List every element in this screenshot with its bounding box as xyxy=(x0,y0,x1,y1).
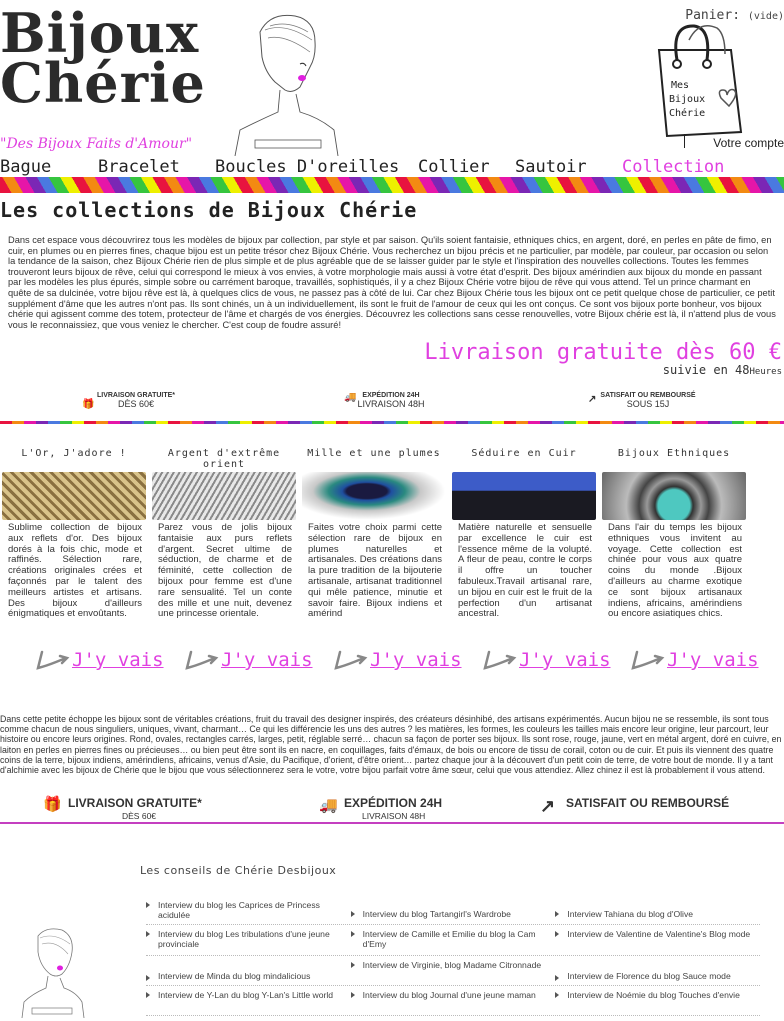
interview-link[interactable]: Interview du blog Journal d'une jeune maman xyxy=(351,986,556,1015)
woman-illustration-icon xyxy=(230,12,340,156)
arrow-icon: ↗ xyxy=(540,796,556,816)
interview-row xyxy=(146,925,760,956)
interview-link[interactable]: Interview de Camille et Emilie du blog la Cam d'Emy xyxy=(351,925,556,955)
interview-link[interactable]: Interview de Y-Lan du blog Y-Lan's Little world xyxy=(146,986,351,1015)
promo-subline: suivie en 48Heures xyxy=(662,363,782,377)
triangle-bullet-icon xyxy=(555,975,559,981)
interview-link[interactable]: Interview du blog Les tribulations d'une jeune provinciale xyxy=(146,925,351,955)
collection-title[interactable]: L'Or, J'adore ! xyxy=(21,448,127,459)
interview-row xyxy=(146,986,760,1016)
collection-image[interactable] xyxy=(152,472,296,520)
badge-express-large: 🚚 EXPÉDITION 24H LIVRAISON 48H xyxy=(319,796,443,821)
conseils-title: Les conseils de Chérie Desbijoux xyxy=(140,864,337,877)
triangle-bullet-icon xyxy=(351,931,355,937)
truck-icon: 🚚 xyxy=(319,797,338,814)
nav-item-collection[interactable]: Collection xyxy=(622,157,725,177)
shopping-bag-icon[interactable] xyxy=(649,20,749,138)
triangle-bullet-icon xyxy=(146,931,150,937)
promo-headline: Livraison gratuite dès 60 € xyxy=(424,340,782,365)
interviews-list xyxy=(146,896,760,1016)
badge-satisfied-large: ↗ SATISFAIT OU REMBOURSÉ xyxy=(540,796,730,816)
interview-link[interactable]: Interview de Noémie du blog Touches d'envie xyxy=(555,986,760,1015)
intro-text: Dans cet espace vous découvrirez tous les modèles de bijoux par collection, par style et par saison. Qu'ils soient fantaisie, ethniques chics, en argent, doré, en perles en pâte de fimo, en cuir, en plumes ou en pierres fines, chaque bijou est un petite trésor chez Bijoux Chérie. Vous recherchez un bijou précis et ne particulier, par modèle, par couleur, par occasion ou selon la tendance de la saison, chez Bijoux Chérie rien de plus simple et de plus agréable que de se laisser guider par le style et l'inspiration des nouvelles collections. Toutes les femmes trouveront leurs bijoux de rêve, celui qui correspond le mieux à vos envies, à votre morphologie mais aussi à votre état d'esprit. Des bijoux amérindien aux bijoux du monde en passant par les modèles les plus épurés, simple sobre ou carrément baroque, travaillés, sophistiqués, il y a chez Bijoux Chérie votre bijou de rêve qui vous attend. Tel un prince charmant en quête de sa dulcinée, votre bijou rêve est là, à quelques clics de vous, ne passez pas à côté de lui. Car chez Bijoux Chérie tous les bijoux ont ce petit quelque chose de particulier, ce petit supplément d'âme que les autres n'ont pas. Ils sont chinés, un à un individuellement, ils sont le fruit de l'amour de ceux qui les ont conçus. Ce sont vos bijoux porte bonheur, vos bijoux chérie qui agissent comme des totem, protecteur de l'âme et chargés de vos énergies. Découvrez les collections sans cesse renouvelles, votre Bijoux chérie est là, il n'attend plus de vous vous le reconnaissiez, que vous veniez le chercher. C'est coup de foudre assuré! xyxy=(8,235,776,330)
go-link-ethniques[interactable]: J'y vais xyxy=(631,648,759,672)
tagline: "Des Bijoux Faits d'Amour" xyxy=(0,136,193,152)
collection-card xyxy=(150,448,298,620)
curved-arrow-icon xyxy=(631,648,667,672)
curved-arrow-icon xyxy=(36,648,72,672)
badge-free-shipping: LIVRAISON GRATUITE* DÈS 60€ 🎁 xyxy=(82,392,176,410)
nav-item-collier[interactable]: Collier xyxy=(418,157,490,177)
collection-links xyxy=(0,648,784,676)
interview-link[interactable]: Interview du blog les Caprices de Princess acidulée xyxy=(146,896,351,924)
bottom-description: Dans cette petite échoppe les bijoux sont de véritables créations, fruit du travail des designer inspirés, des créateurs désinhibé, des artisans expérimentés. Aucun bijou ne se ressemble, ils sont tous comme chacun de nous singuliers, uniques, vivant, charmant… Ce qui les différencie les uns des autres ? les matières, les formes, les couleurs les tailles mais encore leur origine, leur parcourt, leur histoire ou encore leurs origines. Rond, ovales, rectangles carrés, larges, petit, réglable serré… chacun sa façon de porter ses bijoux. Ils sont rose, rouge, jaune, vert en métal argent, doré en cuivre, en laiton en perles en pierres fines ou précieuses… ou bien peut être sont ils en nacre, en coquillages, faits d'émaux, de bois ou encore de tissu de corail, coton ou de cuir. Et puis ils viennent des quatre coins de la terre, bijoux indiens, amérindiens, africains, venus d'Asie, du Pacifique, d'orient, d'être orient… partez chaque jour à la découvert d'un petit coin de terre, de votre bout de monde. Il y a tant d'alchimie avec les bijoux de Chérie que le bijou que vous sélectionnerez sera le votre, votre bijou parfait votre âme sœur, celui que vous attendiez. Allez chinez il est là probablement il vous attend. xyxy=(0,714,782,776)
interview-link[interactable]: Interview de Minda du blog mindalicious xyxy=(146,956,351,985)
service-badges-small xyxy=(0,392,784,414)
triangle-bullet-icon xyxy=(351,992,355,998)
collection-image[interactable] xyxy=(2,472,146,520)
collection-title[interactable]: Séduire en Cuir xyxy=(471,448,577,459)
interview-row xyxy=(146,896,760,925)
collection-description: Faites votre choix parmi cette sélection rare de bijoux en plumes naturelles et artisanales. Des créations dans la pure tradition de la bijouterie artisanale, artisanat traditionnel qui mêle patience, minutie et savoir faire. Bijoux indiens et amérind xyxy=(308,522,442,620)
curved-arrow-icon xyxy=(483,648,519,672)
shipping-promo xyxy=(424,340,782,377)
collection-title[interactable]: Mille et une plumes xyxy=(307,448,441,459)
rainbow-divider xyxy=(0,177,784,193)
collection-description: Dans l'air du temps les bijoux ethniques vous invitent au voyage. Cette collection est chinée pour vous aux quatre coins du monde .Bijoux d'ailleurs au charme exotique ce sont bijoux artisanaux indiens, africains, amérindiens ou encore asiatiques chics. xyxy=(608,522,742,620)
logo-line-2: Chérie xyxy=(0,51,206,115)
collection-image[interactable] xyxy=(302,472,446,520)
site-logo[interactable] xyxy=(0,1,215,115)
interview-row xyxy=(146,956,760,986)
gift-icon: 🎁 xyxy=(43,796,62,813)
thin-rainbow-divider xyxy=(0,421,784,424)
svg-text:Bijoux: Bijoux xyxy=(669,94,706,105)
separator xyxy=(684,134,685,148)
account-link[interactable]: Votre compte xyxy=(713,136,784,150)
curved-arrow-icon xyxy=(334,648,370,672)
go-link-cuir[interactable]: J'y vais xyxy=(483,648,611,672)
collection-image[interactable] xyxy=(452,472,596,520)
site-header xyxy=(0,0,784,158)
triangle-bullet-icon xyxy=(146,992,150,998)
main-nav xyxy=(0,157,784,177)
collection-card xyxy=(300,448,448,620)
triangle-bullet-icon xyxy=(146,902,150,908)
nav-item-bracelet[interactable]: Bracelet xyxy=(98,157,180,177)
collection-description: Parez vous de jolis bijoux fantaisie aux purs reflets d'argent. Secret ultime de séduction, de charme et de féminité, cette collection de bijoux pour femme est d'une rare sensualité. Tel un conte des mille et une nuit, devenez une princesse orientale. xyxy=(158,522,292,620)
triangle-bullet-icon xyxy=(351,911,355,917)
nav-item-boucles[interactable]: Boucles D'oreilles xyxy=(215,157,400,177)
logo-line-1: Bijoux xyxy=(0,1,200,65)
collection-description: Sublime collection de bijoux aux reflets d'or. Des bijoux dorés à la fois chic, mode et raffinés. Sélection rare, créations originales crées et façonnés par le talent des meilleurs artistes et artisans. Des bijoux d'ailleurs énigmatiques et envoûtants. xyxy=(8,522,142,620)
badge-satisfied: SATISFAIT OU REMBOURSÉ SOUS 15J ↗ xyxy=(588,392,696,409)
triangle-bullet-icon xyxy=(555,911,559,917)
interview-link[interactable]: Interview de Florence du blog Sauce mode xyxy=(555,956,760,985)
triangle-bullet-icon xyxy=(351,962,355,968)
curved-arrow-icon xyxy=(185,648,221,672)
interview-link[interactable]: Interview du blog Tartangirl's Wardrobe xyxy=(351,896,556,924)
triangle-bullet-icon xyxy=(146,975,150,981)
arrow-icon: ↗ xyxy=(588,394,597,405)
collection-card xyxy=(0,448,148,620)
page-title: Les collections de Bijoux Chérie xyxy=(0,198,418,222)
cart-label[interactable]: Panier: (vide) xyxy=(685,8,784,23)
badge-express: EXPÉDITION 24H LIVRAISON 48H 🚚 xyxy=(344,392,425,409)
go-link-or[interactable]: J'y vais xyxy=(36,648,164,672)
service-badges-large xyxy=(0,796,784,822)
interview-link[interactable]: Interview de Virginie, blog Madame Citronnade xyxy=(351,956,556,985)
collection-title[interactable]: Bijoux Ethniques xyxy=(617,448,731,459)
gift-icon: 🎁 xyxy=(82,399,95,410)
collection-card xyxy=(600,448,748,620)
pink-divider xyxy=(0,822,784,824)
go-link-argent[interactable]: J'y vais xyxy=(185,648,313,672)
collection-card xyxy=(450,448,598,620)
svg-text:Mes: Mes xyxy=(671,80,690,91)
truck-icon: 🚚 xyxy=(344,392,357,403)
nav-item-sautoir[interactable]: Sautoir xyxy=(515,157,587,177)
cart-widget[interactable] xyxy=(594,6,784,156)
collection-title[interactable]: Argent d'extrême orient xyxy=(167,448,281,470)
triangle-bullet-icon xyxy=(555,992,559,998)
woman-illustration-icon xyxy=(18,926,86,1018)
svg-text:Chérie: Chérie xyxy=(669,108,706,119)
go-link-plumes[interactable]: J'y vais xyxy=(334,648,462,672)
triangle-bullet-icon xyxy=(555,931,559,937)
interview-link[interactable]: Interview de Valentine de Valentine's Blog mode xyxy=(555,925,760,955)
collection-description: Matière naturelle et sensuelle par excellence le cuir est l'essence même de la volupté. A fleur de peau, contre le corps il offre un toucher fabuleux.Travail artisanal rare, un bijou en cuir est le fruit de la perfection d'un artisanat ancestral. xyxy=(458,522,592,620)
nav-item-bague[interactable]: Bague xyxy=(0,157,52,177)
interview-link[interactable]: Interview Tahiana du blog d'Olive xyxy=(555,896,760,924)
collection-image[interactable] xyxy=(602,472,746,520)
badge-free-shipping-large: 🎁 LIVRAISON GRATUITE* DÈS 60€ xyxy=(43,796,202,821)
